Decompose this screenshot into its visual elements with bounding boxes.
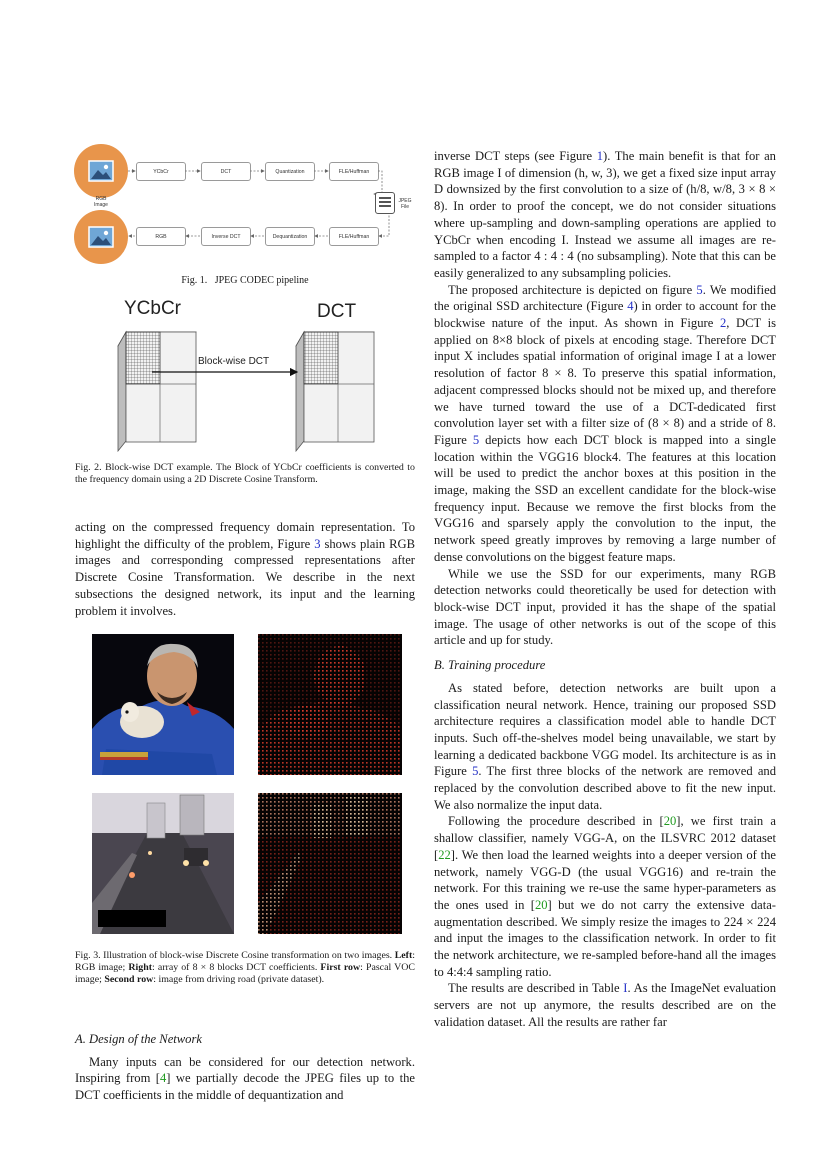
right-p4-b: . The first three blocks of the network are removed and replaced by the convolution described above to fit the new input. We also normalize the input data.	[434, 764, 776, 812]
right-p2-a: The proposed architecture is depicted on figure	[448, 282, 697, 297]
node-ycbcr: YCbCr	[136, 162, 186, 181]
node-fle-huffman-top: FLE/Huffman	[329, 162, 379, 181]
right-p2-b: . We modified the original SSD architecture (Figure	[434, 282, 777, 314]
fig3-second-bold: Second row	[104, 974, 154, 986]
ycbcr-title: YCbCr	[124, 298, 182, 319]
jpeg-file-label: JPEG File	[398, 198, 412, 210]
section-a-p-a: Many inputs can be considered for our detection network. Inspiring from [	[75, 1054, 415, 1086]
fig3-caption-e: : image from driving road (private dataset).	[153, 974, 325, 986]
fig5-link-2[interactable]: 5	[472, 432, 480, 447]
right-p3: While we use the SSD for our experiments, many RGB detection networks could theoretically be used for detection with block-wise DCT input, provided it has the shape of the spatial image. The usage of other networks is out of the scope of this article and up for study.	[434, 566, 776, 648]
fig4-link[interactable]: 4	[627, 299, 634, 314]
jpeg-file-icon	[375, 192, 395, 214]
right-column	[434, 148, 776, 1031]
right-p4	[434, 680, 776, 814]
right-p1-a: inverse DCT steps (see Figure	[434, 149, 597, 163]
fig3-link[interactable]: 3	[314, 536, 321, 551]
fig3-dct-image-road	[258, 793, 402, 934]
fig3-left-bold: Left	[394, 950, 413, 961]
node-dct: DCT	[201, 162, 251, 181]
blockwise-dct-arrow-label: Block-wise DCT	[198, 356, 270, 367]
right-p1	[434, 148, 776, 282]
fig1-caption-text: JPEG CODEC pipeline	[214, 275, 309, 286]
section-b-title: B. Training procedure	[434, 658, 546, 673]
right-p6-b: . As the ImageNet evaluation servers are not up anymore, the results described are on the validation dataset. All the results are rather far	[434, 981, 776, 1029]
fig3-caption	[75, 950, 415, 987]
left-paragraph-1	[75, 519, 415, 619]
pipeline-arrows	[70, 140, 420, 265]
blockwise-dct-diagram	[110, 296, 390, 456]
right-p2-c: ) in order to account for the blockwise nature of the input. As shown in Figure	[434, 299, 776, 331]
right-p6	[434, 980, 776, 1030]
fig5-link-1[interactable]: 5	[696, 282, 703, 297]
fig3-caption-a: Fig. 3. Illustration of block-wise Discrete Cosine transformation on two images.	[75, 950, 395, 961]
right-p6-a: The results are described in Table	[448, 981, 624, 996]
table-1-link[interactable]: I	[623, 981, 628, 996]
right-p2	[434, 282, 776, 566]
rgb-image-label: RGB Image	[94, 196, 108, 208]
left-p1-a: acting on the compressed frequency domain representation. To highlight the difficulty of the problem, Figure	[75, 520, 415, 551]
right-p5-d: ] but we do not carry the extensive data-augmentation described. We simply resize the images to 224 × 224 and input the images to the classification network. In order to fit the network architecture, we re-sampled before-hand all the images to 4:4:4 sampling ratio.	[434, 897, 776, 979]
node-inverse-dct: Inverse DCT	[201, 227, 251, 246]
fig3-first-bold: First row	[320, 962, 361, 974]
fig3-rgb-image-voc	[92, 634, 234, 775]
node-dequantization: Dequantization	[265, 227, 315, 246]
left-p1	[75, 519, 415, 619]
figure-2	[110, 296, 390, 456]
fig1-caption	[75, 275, 415, 287]
right-p2-d: , DCT is applied on 8×8 block of pixels at encoding stage. Therefore DCT input X includes spatial information of original image I at a lower resolution of factor 8 × 8. To preserve this spatial information, adjacent compressed blocks should not be mixed up, and therefore we have turned toward the use of a DCT-dedicated first convolution layer set with a filter size of (8 × 8) and a stride of 8. Figure	[434, 316, 776, 447]
section-a-p-b: ] we partially decode the JPEG files up to the DCT coefficients in the middle of dequantization and	[75, 1071, 415, 1103]
figure-1	[70, 140, 420, 265]
fig3-caption-b: : RGB image;	[75, 950, 415, 974]
fig1-link[interactable]: 1	[596, 149, 604, 163]
fig3-right-bold: Right	[128, 962, 152, 974]
node-rgb: RGB	[136, 227, 186, 246]
node-quantization: Quantization	[265, 162, 315, 181]
fig3-rgb-image-road	[92, 793, 234, 934]
left-p1-b: shows plain RGB images and corresponding compressed representations after Discrete Cosine Transformation. We describe in the next subsections the designed network, its input and the learning problem it involves.	[75, 536, 415, 618]
section-a-para	[75, 1054, 415, 1104]
dct-title: DCT	[317, 301, 357, 322]
fig5-link-3[interactable]: 5	[472, 764, 479, 779]
section-a	[75, 1023, 415, 1104]
citation-20-link-1[interactable]: 20	[663, 814, 677, 829]
node-fle-huffman-bottom: FLE/Huffman	[329, 227, 379, 246]
fig2-link[interactable]: 2	[719, 316, 727, 331]
fig1-caption-label: Fig. 1.	[181, 275, 208, 286]
fig3-dct-image-voc	[258, 634, 402, 775]
right-p2-e: depicts how each DCT block is mapped into a single location within the VGG16 block4. The features at this location will be used to predict the anchor boxes at this position in the image, making the SSD an excellent candidate for the block-wise frequency input. Because we remove the first blocks from the VGG16 and sparsely apply the convolution to the input, the network speed greatly improves by removing a large number of dense convolutions on the biggest feature maps.	[434, 432, 776, 564]
citation-20-link-2[interactable]: 20	[534, 897, 548, 912]
fig2-caption: Fig. 2. Block-wise DCT example. The Block of YCbCr coefficients is converted to the frequency domain using a 2D Discrete Cosine Transform.	[75, 462, 415, 486]
right-p4-a: As stated before, detection networks are built upon a classification neural network. Hence, training our proposed SSD architecture requires a classification model able to handle DCT inputs. Such off-the-shelves model being unavailable, we start by learning a dedicated backbone VGG model. Its architecture is as in Figure	[434, 680, 776, 779]
fig3-caption-c: : array of 8 × 8 blocks DCT coefficients.	[152, 962, 321, 974]
citation-22-link[interactable]: 22	[438, 847, 451, 862]
right-p5-a: Following the procedure described in [	[448, 814, 664, 829]
fig3-caption-d: : Pascal VOC image;	[75, 962, 415, 986]
right-p5-c: ]. We then load the learned weights into a deeper version of the network, namely VGG-D (the usual VGG16) and re-train the network. For this training we re-use the same hyper-parameters as the ones used in [	[434, 847, 776, 912]
section-a-title: A. Design of the Network	[75, 1032, 202, 1046]
citation-4-link[interactable]: 4	[159, 1071, 167, 1086]
right-p1-b: ). The main benefit is that for an RGB image I of dimension (h, w, 3), we get a fixed size input array D downsized by the first convolution to a size of (h/8, w/8, 3 × 8 × 8). In order to proof the concept, we do not consider situations where up-sampling and down-sampling operations are applied to YCbCr when encoding I. Instead we assume all images are re-sampled to a factor 4 : 4 : 4 (no subsampling). Note that this can be easily generalized to any subsampling policies.	[434, 149, 776, 280]
right-p5-b: ], we first train a shallow classifier, namely VGG-A, on the ILSVRC 2012 dataset [	[434, 814, 777, 862]
right-p5	[434, 813, 776, 980]
